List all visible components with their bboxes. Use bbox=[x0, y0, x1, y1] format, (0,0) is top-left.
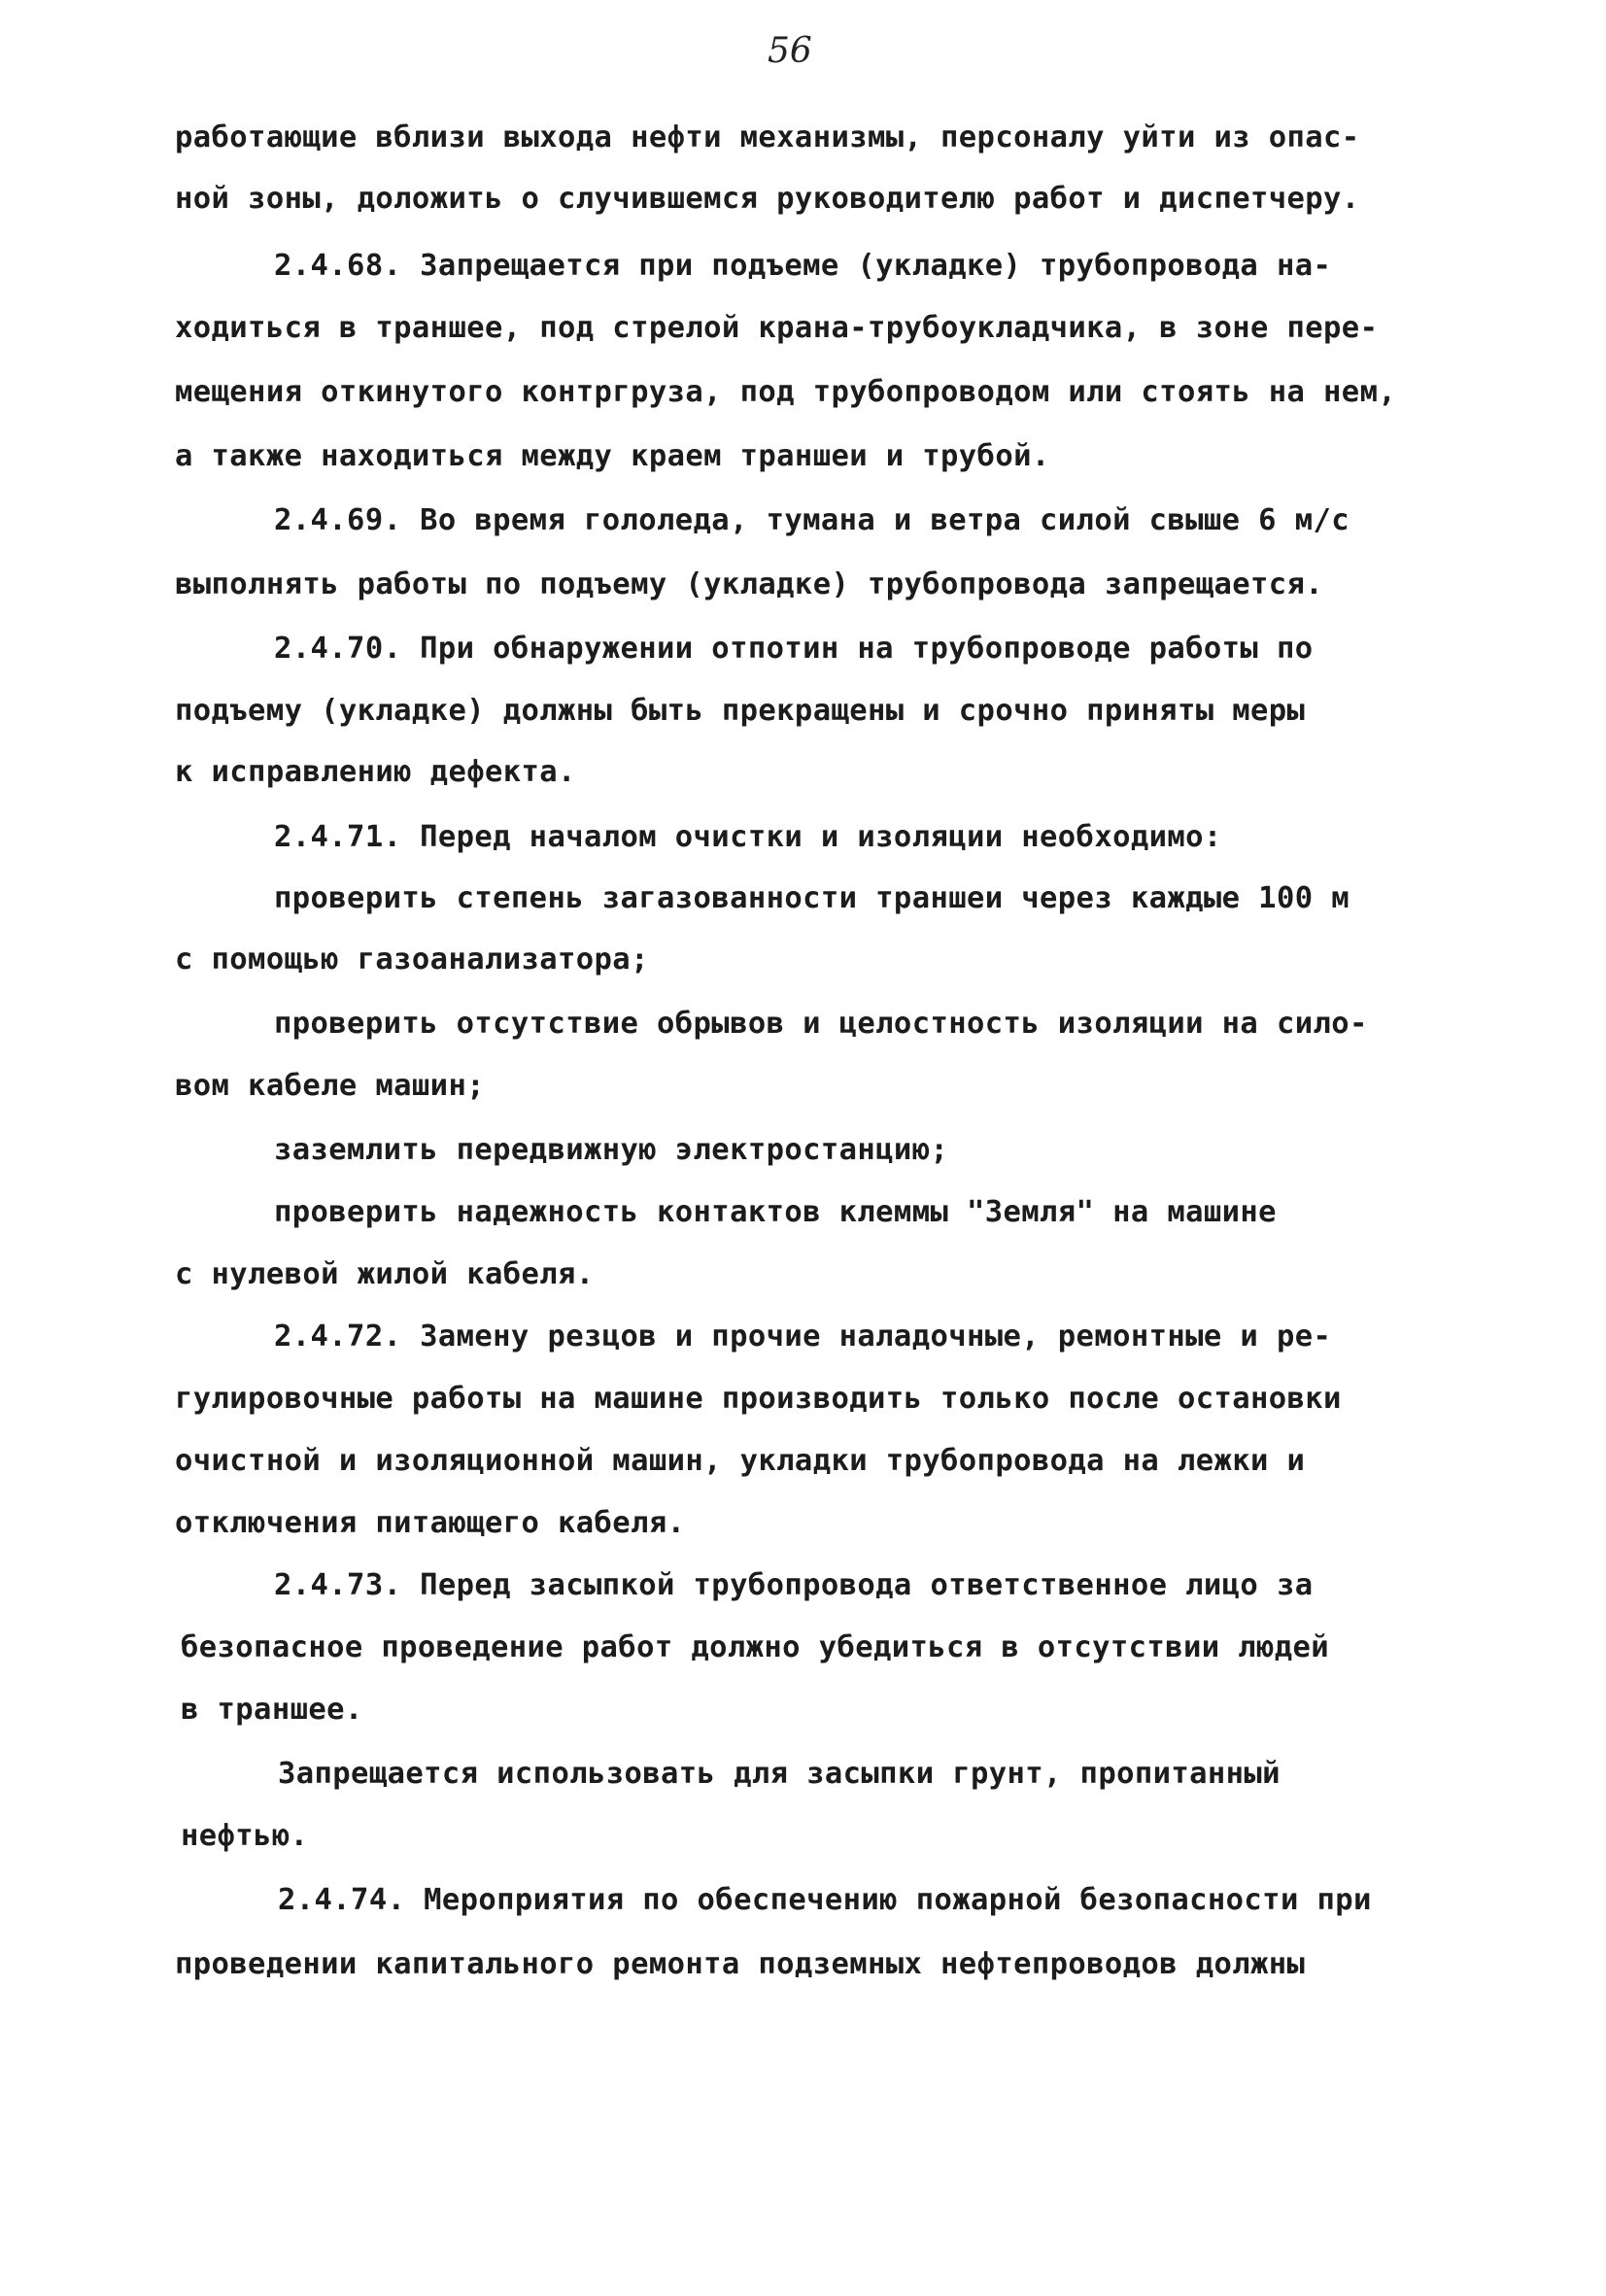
text-line: мещения откинутого контргруза, под трубопроводом или стоять на нем, bbox=[175, 375, 1397, 409]
text-line: 2.4.70. При обнаружении отпотин на трубопроводе работы по bbox=[274, 632, 1314, 666]
text-line: подъему (укладке) должны быть прекращены и срочно приняты меры bbox=[175, 694, 1306, 728]
text-line: 2.4.73. Перед засыпкой трубопровода ответственное лицо за bbox=[274, 1568, 1314, 1602]
text-line: ной зоны, доложить о случившемся руководителю работ и диспетчеру. bbox=[175, 182, 1360, 216]
text-line: гулировочные работы на машине производить только после остановки bbox=[175, 1382, 1342, 1416]
text-line: заземлить передвижную электростанцию; bbox=[274, 1133, 949, 1167]
text-line: проведении капитального ремонта подземных нефтепроводов должны bbox=[175, 1947, 1306, 1981]
text-line: 2.4.71. Перед началом очистки и изоляции необходимо: bbox=[274, 820, 1222, 854]
text-line: 2.4.68. Запрещается при подъеме (укладке) трубопровода на- bbox=[274, 249, 1332, 283]
text-line: проверить степень загазованности траншеи через каждые 100 м bbox=[274, 881, 1350, 915]
text-line: к исправлению дефекта. bbox=[175, 755, 576, 789]
text-line: вом кабеле машин; bbox=[175, 1069, 485, 1103]
text-line: нефтью. bbox=[181, 1819, 309, 1853]
text-line: ходиться в траншее, под стрелой крана-трубоукладчика, в зоне пере- bbox=[175, 311, 1379, 345]
text-line: Запрещается использовать для засыпки грунт, пропитанный bbox=[278, 1757, 1281, 1791]
text-line: 2.4.72. Замену резцов и прочие наладочные, ремонтные и ре- bbox=[274, 1319, 1332, 1354]
text-line: с помощью газоанализатора; bbox=[175, 942, 649, 977]
text-line: очистной и изоляционной машин, укладки трубопровода на лежки и bbox=[175, 1444, 1306, 1478]
text-line: проверить надежность контактов клеммы "Земля" на машине bbox=[274, 1195, 1277, 1229]
text-line: в траншее. bbox=[181, 1693, 363, 1727]
text-line: 2.4.69. Во время гололеда, тумана и ветра силой свыше 6 м/с bbox=[274, 503, 1350, 537]
text-line: проверить отсутствие обрывов и целостность изоляции на сило- bbox=[274, 1007, 1368, 1041]
text-line: 2.4.74. Мероприятия по обеспечению пожарной безопасности при bbox=[278, 1883, 1372, 1917]
text-line: с нулевой жилой кабеля. bbox=[175, 1257, 595, 1291]
text-line: работающие вблизи выхода нефти механизмы, персоналу уйти из опас- bbox=[175, 120, 1360, 154]
text-line: безопасное проведение работ должно убедиться в отсутствии людей bbox=[181, 1630, 1330, 1664]
page-number: 56 bbox=[768, 31, 812, 71]
text-line: выполнять работы по подъему (укладке) трубопровода запрещается. bbox=[175, 567, 1324, 601]
text-line: отключения питающего кабеля. bbox=[175, 1506, 686, 1540]
text-line: а также находиться между краем траншеи и трубой. bbox=[175, 439, 1050, 473]
